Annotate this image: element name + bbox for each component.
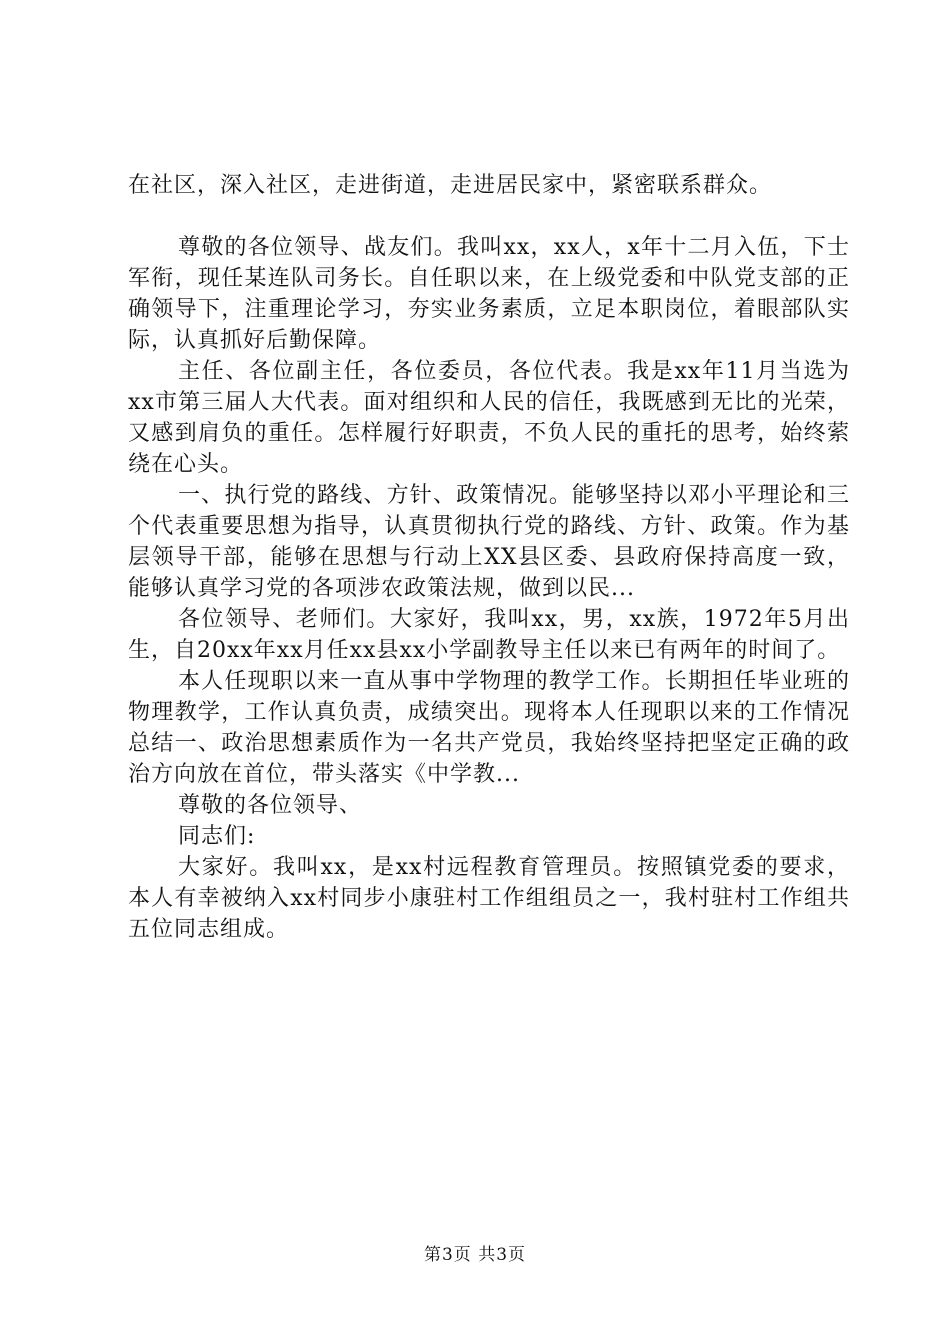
paragraph-gap <box>128 201 850 232</box>
paragraph-physics-teacher: 本人任现职以来一直从事中学物理的教学工作。长期担任毕业班的物理教学，工作认真负责，成绩突出。现将本人任现职以来的工作情况总结一、政治思想素质作为一名共产党员，我始终坚持把坚定正确的政治方向放在首位，带头落实《中学教... <box>128 669 850 787</box>
paragraph-salutation-comrades: 同志们: <box>178 824 256 849</box>
paragraph-soldier-speech: 尊敬的各位领导、战友们。我叫xx，xx人，x年十二月入伍，下士军衔，现任某连队司务长。自任职以来，在上级党委和中队党支部的正确领导下，注重理论学习，夯实业务素质，立足本职岗位，着眼部队实际，认真抓好后勤保障。 <box>128 235 850 353</box>
paragraph-representative-speech: 主任、各位副主任，各位委员，各位代表。我是xx年11月当选为xx市第三届人大代表。面对组织和人民的信任，我既感到无比的光荣，又感到肩负的重任。怎样履行好职责，不负人民的重托的思考，始终萦绕在心头。 <box>128 359 850 477</box>
paragraph-party-line: 一、执行党的路线、方针、政策情况。能够坚持以邓小平理论和三个代表重要思想为指导，认真贯彻执行党的路线、方针、政策。作为基层领导干部，能够在思想与行动上XX县区委、县政府保持高度一致，能够认真学习党的各项涉农政策法规，做到以民... <box>128 483 850 601</box>
page-number-footer: 第3页 共3页 <box>423 1245 527 1265</box>
paragraph-continuation: 在社区，深入社区，走进街道，走进居民家中，紧密联系群众。 <box>128 173 773 198</box>
paragraph-village-admin: 大家好。我叫xx，是xx村远程教育管理员。按照镇党委的要求，本人有幸被纳入xx村同步小康驻村工作组组员之一，我村驻村工作组共五位同志组成。 <box>128 855 850 942</box>
paragraph-teacher-intro: 各位领导、老师们。大家好，我叫xx，男，xx族，1972年5月出生，自20xx年xx月任xx县xx小学副教导主任以来已有两年的时间了。 <box>128 607 850 663</box>
paragraph-salutation: 尊敬的各位领导、 <box>178 793 363 818</box>
document-body <box>128 170 850 945</box>
